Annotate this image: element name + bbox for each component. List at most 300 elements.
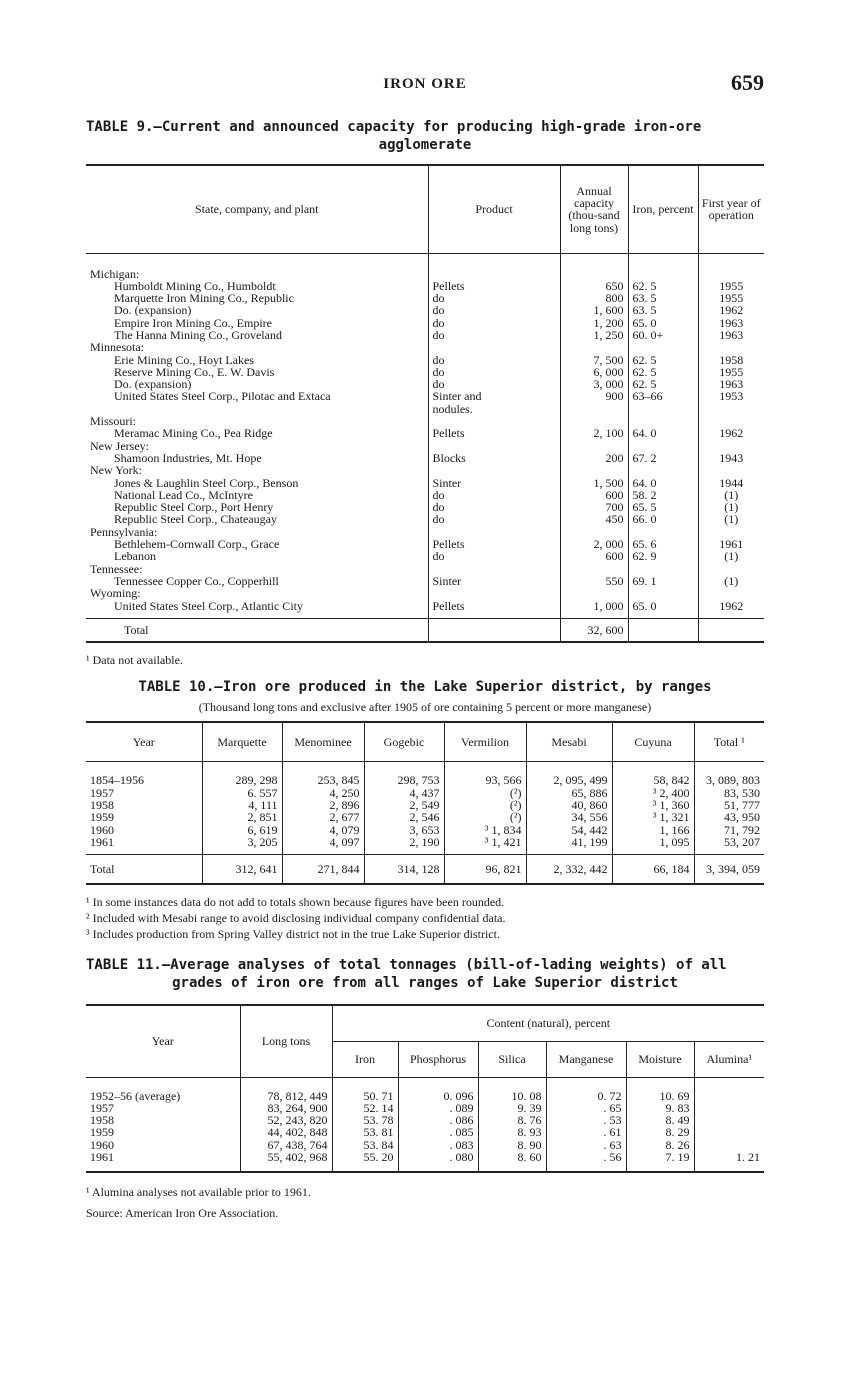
spacer-row (86, 1163, 764, 1172)
year-cell: 1943 (698, 452, 764, 464)
table-row (86, 836, 764, 848)
plant-name: Do. (expansion) (114, 303, 192, 318)
table10 (86, 721, 764, 885)
table11-body (86, 1077, 764, 1172)
total-cell: 53, 207 (694, 836, 764, 848)
year-cell: (1) (698, 501, 764, 513)
gogebic-cell: 298, 753 (364, 774, 444, 786)
gogebic-cell: 2, 549 (364, 799, 444, 811)
empty-cell (698, 464, 764, 476)
table10-caption: TABLE 10.—Iron ore produced in the Lake Superior district, by ranges (138, 678, 712, 695)
running-head (86, 70, 764, 100)
plant-name: Republic Steel Corp., Chateaugay (114, 512, 277, 527)
total-cell: 83, 530 (694, 787, 764, 799)
table-total-row (86, 618, 764, 642)
table11-subheader-0: Iron (332, 1041, 398, 1077)
year-cell: 1944 (698, 477, 764, 489)
moisture-cell: 8. 49 (626, 1114, 694, 1126)
mesabi-cell: 41, 199 (526, 836, 612, 848)
table-row (86, 1090, 764, 1102)
table11-caption-line1: TABLE 11.—Average analyses of total tonnages (bill-of-lading weights) of all (86, 957, 727, 974)
table11-footnote: ¹ Alumina analyses not available prior to 1961. (86, 1185, 311, 1200)
table9-caption-line1: TABLE 9.—Current and announced capacity for producing high-grade iron-ore (86, 119, 702, 135)
mesabi-cell: 40, 860 (526, 799, 612, 811)
table-row (86, 1151, 764, 1163)
table9-header-capacity: Annual capacity (thou-sand long tons) (560, 165, 628, 253)
empty-cell (698, 268, 764, 280)
table-row (86, 329, 764, 341)
table-row (86, 824, 764, 836)
total-total: 3, 394, 059 (694, 855, 764, 885)
table9-body (86, 253, 764, 642)
cuyuna-cell: 1, 166 (612, 824, 694, 836)
empty-cell (698, 341, 764, 353)
table10-header-0: Year (132, 734, 155, 749)
menominee-cell: 253, 845 (282, 774, 364, 786)
year-cell: 1958 (90, 1113, 114, 1128)
year-cell: 1959 (90, 810, 114, 825)
table10-body (86, 762, 764, 884)
spacer-row (86, 253, 764, 268)
table9-footnote: ¹ Data not available. (86, 652, 183, 667)
table-row (86, 575, 764, 587)
product-cell: do (428, 501, 560, 513)
marquette-cell: 4, 111 (202, 799, 282, 811)
plant-name: Shamoon Industries, Mt. Hope (114, 450, 262, 465)
product-cell: do (428, 366, 560, 378)
menominee-cell: 4, 097 (282, 836, 364, 848)
plant-name: Republic Steel Corp., Port Henry (114, 500, 274, 515)
table-row (86, 390, 764, 402)
table-row (86, 811, 764, 823)
iron-cell: 62. 5 (628, 354, 698, 366)
table-row (86, 513, 764, 525)
year-cell: 1961 (698, 538, 764, 550)
table9-header-product: Product (428, 165, 560, 253)
capacity-cell: 2, 100 (560, 427, 628, 439)
capacity-cell: 1, 200 (560, 317, 628, 329)
spacer-row (86, 1077, 764, 1090)
product-cell: Sinter (428, 477, 560, 489)
table11-subheader-1: Phosphorus (398, 1041, 478, 1077)
table10-header-row (86, 722, 764, 762)
year-cell: (1) (698, 575, 764, 587)
cuyuna-cell: ³ 1, 321 (612, 811, 694, 823)
year-cell: 1958 (90, 797, 114, 812)
empty-cell (560, 268, 628, 280)
table-row (86, 477, 764, 489)
phos-cell: . 089 (398, 1102, 478, 1114)
vermilion-cell: (²) (444, 799, 526, 811)
year-cell: 1953 (698, 390, 764, 402)
iron-cell: 60. 0+ (628, 329, 698, 341)
plant-name: Erie Mining Co., Hoyt Lakes (114, 352, 254, 367)
capacity-cell: 800 (560, 292, 628, 304)
alumina-cell (694, 1114, 764, 1126)
total-cell: 51, 777 (694, 799, 764, 811)
table-row (86, 1126, 764, 1138)
capacity-cell: 1, 000 (560, 600, 628, 612)
product-cell: Pellets (428, 427, 560, 439)
cuyuna-cell: ³ 2, 400 (612, 787, 694, 799)
empty-cell (428, 587, 560, 599)
product-cell: do (428, 550, 560, 562)
table-row (86, 1114, 764, 1126)
iron-cell: 65. 6 (628, 538, 698, 550)
total-label: Total (86, 618, 428, 642)
mesabi-cell: 2, 095, 499 (526, 774, 612, 786)
product-cell: do (428, 354, 560, 366)
year-cell: 1962 (698, 600, 764, 612)
product-cell: Sinter (428, 575, 560, 587)
table11-subheader-3: Manganese (546, 1041, 626, 1077)
year-cell: 1957 (90, 1100, 114, 1115)
table11-header-year: Year (86, 1005, 240, 1077)
menominee-cell: 2, 896 (282, 799, 364, 811)
year-cell: 1963 (698, 378, 764, 390)
marquette-cell: 3, 205 (202, 836, 282, 848)
table-row (86, 1139, 764, 1151)
product-cell: do (428, 378, 560, 390)
iron-cell: 62. 5 (628, 280, 698, 292)
iron-cell: 62. 9 (628, 550, 698, 562)
table9-caption (86, 118, 764, 154)
iron-cell: 53. 78 (332, 1114, 398, 1126)
empty-cell (560, 464, 628, 476)
moisture-cell: 10. 69 (626, 1090, 694, 1102)
year-cell: (1) (698, 489, 764, 501)
capacity-cell: 900 (560, 390, 628, 402)
iron-cell: 66. 0 (628, 513, 698, 525)
page-title: IRON ORE (383, 76, 467, 92)
product-cell: Pellets (428, 280, 560, 292)
total-vermilion: 96, 821 (444, 855, 526, 885)
empty-cell (428, 268, 560, 280)
vermilion-cell: ³ 1, 421 (444, 836, 526, 848)
silica-cell: 8. 93 (478, 1126, 546, 1138)
total-gogebic: 314, 128 (364, 855, 444, 885)
table-row (86, 268, 764, 280)
state-heading: Pennsylvania: (90, 524, 158, 539)
table11-subheader-2: Silica (478, 1041, 546, 1077)
gogebic-cell: 2, 190 (364, 836, 444, 848)
empty-cell (560, 587, 628, 599)
year-cell: 1960 (90, 822, 114, 837)
capacity-cell: 200 (560, 452, 628, 464)
year-cell: 1960 (90, 1137, 114, 1152)
iron-cell: 64. 0 (628, 477, 698, 489)
capacity-cell: 450 (560, 513, 628, 525)
capacity-cell: 7, 500 (560, 354, 628, 366)
table10-header-2: Menominee (282, 722, 364, 762)
plant-name: Lebanon (114, 549, 156, 564)
plant-name: Do. (expansion) (114, 377, 192, 392)
marquette-cell: 2, 851 (202, 811, 282, 823)
table11-header-content-group: Content (natural), percent (332, 1005, 764, 1041)
tons-cell: 83, 264, 900 (240, 1102, 332, 1114)
table10-subtitle: (Thousand long tons and exclusive after 1905 of ore containing 5 percent or more manganese) (198, 699, 652, 714)
table10-header-5: Mesabi (526, 722, 612, 762)
table10-header-3: Gogebic (364, 722, 444, 762)
capacity-cell (560, 403, 628, 415)
plant-name: Meramac Mining Co., Pea Ridge (114, 426, 273, 441)
alumina-cell: 1. 21 (694, 1151, 764, 1163)
menominee-cell: 4, 250 (282, 787, 364, 799)
table-row (86, 600, 764, 612)
state-heading: Michigan: (90, 266, 140, 281)
year-cell: (1) (698, 550, 764, 562)
empty-cell (628, 268, 698, 280)
moisture-cell: 7. 19 (626, 1151, 694, 1163)
table11 (86, 1004, 764, 1173)
capacity-cell: 1, 500 (560, 477, 628, 489)
product-cell: do (428, 329, 560, 341)
table10-header-1: Marquette (202, 722, 282, 762)
moisture-cell: 8. 26 (626, 1139, 694, 1151)
iron-cell: 55. 20 (332, 1151, 398, 1163)
mn-cell: . 53 (546, 1114, 626, 1126)
total-cell: 3, 089, 803 (694, 774, 764, 786)
table10-header-6: Cuyuna (612, 722, 694, 762)
tons-cell: 52, 243, 820 (240, 1114, 332, 1126)
mn-cell: 0. 72 (546, 1090, 626, 1102)
state-heading: New York: (90, 463, 143, 478)
plant-name: Marquette Iron Mining Co., Republic (114, 291, 294, 306)
table11-source: Source: American Iron Ore Association. (86, 1206, 279, 1221)
plant-name: Bethlehem-Cornwall Corp., Grace (114, 537, 280, 552)
year-cell: 1961 (90, 1150, 114, 1165)
iron-cell: 53. 84 (332, 1139, 398, 1151)
silica-cell: 8. 60 (478, 1151, 546, 1163)
table11-caption-line2: grades of iron ore from all ranges of Lake Superior district (172, 975, 678, 992)
year-cell: 1955 (698, 366, 764, 378)
table9-header-plant: State, company, and plant (194, 202, 319, 217)
empty-cell (560, 341, 628, 353)
phos-cell: . 085 (398, 1126, 478, 1138)
product-cell: Pellets (428, 600, 560, 612)
product-cell: do (428, 489, 560, 501)
year-cell (698, 403, 764, 415)
iron-cell: 63. 5 (628, 292, 698, 304)
product-cell: Sinter and (428, 390, 560, 402)
table11-subheader-4: Moisture (626, 1041, 694, 1077)
mn-cell: . 65 (546, 1102, 626, 1114)
iron-cell (628, 403, 698, 415)
state-heading: New Jersey: (90, 438, 149, 453)
silica-cell: 8. 76 (478, 1114, 546, 1126)
iron-cell: 62. 5 (628, 378, 698, 390)
iron-cell: 50. 71 (332, 1090, 398, 1102)
plant-name (86, 403, 428, 415)
total-marquette: 312, 641 (202, 855, 282, 885)
empty-cell (628, 341, 698, 353)
state-heading: Minnesota: (90, 340, 144, 355)
iron-cell: 63. 5 (628, 304, 698, 316)
year-cell: 1962 (698, 304, 764, 316)
year-cell: 1959 (90, 1125, 114, 1140)
table10-header-4: Vermilion (444, 722, 526, 762)
gogebic-cell: 2, 546 (364, 811, 444, 823)
total-cell: 71, 792 (694, 824, 764, 836)
product-cell: nodules. (428, 403, 560, 415)
capacity-cell: 1, 250 (560, 329, 628, 341)
marquette-cell: 6, 619 (202, 824, 282, 836)
table10-footnotes (86, 895, 764, 942)
cuyuna-cell: 1, 095 (612, 836, 694, 848)
product-cell: do (428, 292, 560, 304)
tons-cell: 55, 402, 968 (240, 1151, 332, 1163)
iron-cell: 58. 2 (628, 489, 698, 501)
vermilion-cell: (²) (444, 811, 526, 823)
plant-name: The Hanna Mining Co., Groveland (114, 327, 282, 342)
iron-cell: 65. 0 (628, 600, 698, 612)
alumina-cell (694, 1126, 764, 1138)
plant-name: United States Steel Corp., Atlantic City (114, 598, 303, 613)
tons-cell: 44, 402, 848 (240, 1126, 332, 1138)
table-row (86, 1102, 764, 1114)
capacity-cell: 3, 000 (560, 378, 628, 390)
total-cell: 43, 950 (694, 811, 764, 823)
capacity-cell: 600 (560, 550, 628, 562)
iron-cell: 63–66 (628, 390, 698, 402)
iron-cell: 64. 0 (628, 427, 698, 439)
mesabi-cell: 34, 556 (526, 811, 612, 823)
menominee-cell: 2, 677 (282, 811, 364, 823)
table10-footnote-1: ¹ In some instances data do not add to totals shown because figures have been rounded. (86, 895, 505, 910)
capacity-cell: 550 (560, 575, 628, 587)
table11-caption (86, 956, 764, 992)
empty-cell (428, 618, 560, 642)
iron-cell: 69. 1 (628, 575, 698, 587)
plant-name: Empire Iron Mining Co., Empire (114, 315, 272, 330)
plant-name: United States Steel Corp., Pilotac and Extaca (114, 389, 331, 404)
table-row (86, 304, 764, 316)
silica-cell: 10. 08 (478, 1090, 546, 1102)
plant-name: Tennessee Copper Co., Copperhill (114, 573, 279, 588)
marquette-cell: 289, 298 (202, 774, 282, 786)
year-cell: 1961 (90, 834, 114, 849)
product-cell: do (428, 317, 560, 329)
table10-footnote-2: ² Included with Mesabi range to avoid disclosing individual company confidential data. (86, 911, 506, 926)
page-number: 659 (731, 70, 764, 95)
capacity-cell: 2, 000 (560, 538, 628, 550)
document-page (86, 70, 764, 1222)
cuyuna-cell: ³ 1, 360 (612, 799, 694, 811)
table-row (86, 452, 764, 464)
state-heading: Wyoming: (90, 586, 141, 601)
empty-cell (698, 618, 764, 642)
alumina-cell (694, 1090, 764, 1102)
total-year: Total (86, 855, 202, 885)
vermilion-cell: ³ 1, 834 (444, 824, 526, 836)
state-heading: Tennessee: (90, 561, 143, 576)
moisture-cell: 9. 83 (626, 1102, 694, 1114)
table-row (86, 774, 764, 786)
table11-subheader-5: Alumina¹ (694, 1041, 764, 1077)
plant-name: Jones & Laughlin Steel Corp., Benson (114, 475, 299, 490)
silica-cell: 8. 90 (478, 1139, 546, 1151)
empty-cell (698, 587, 764, 599)
vermilion-cell: (²) (444, 787, 526, 799)
cuyuna-cell: 58, 842 (612, 774, 694, 786)
empty-cell (628, 618, 698, 642)
year-cell: 1955 (698, 292, 764, 304)
tons-cell: 67, 438, 764 (240, 1139, 332, 1151)
moisture-cell: 8. 29 (626, 1126, 694, 1138)
iron-cell: 62. 5 (628, 366, 698, 378)
table9-caption-line2: agglomerate (378, 137, 472, 153)
table-row (86, 587, 764, 599)
total-capacity: 32, 600 (560, 618, 628, 642)
vermilion-cell: 93, 566 (444, 774, 526, 786)
table-row (86, 427, 764, 439)
mesabi-cell: 65, 886 (526, 787, 612, 799)
alumina-cell (694, 1102, 764, 1114)
table9-header-iron: Iron, percent (628, 165, 698, 253)
table11-header-long-tons: Long tons (240, 1005, 332, 1077)
empty-cell (428, 464, 560, 476)
mn-cell: . 56 (546, 1151, 626, 1163)
year-cell: (1) (698, 513, 764, 525)
table10-footnote-3: ³ Includes production from Spring Valley district not in the true Lake Superior district. (86, 927, 500, 942)
mn-cell: . 61 (546, 1126, 626, 1138)
phos-cell: . 086 (398, 1114, 478, 1126)
iron-cell: 67. 2 (628, 452, 698, 464)
year-cell: 1957 (90, 785, 114, 800)
product-cell: Pellets (428, 538, 560, 550)
mn-cell: . 63 (546, 1139, 626, 1151)
gogebic-cell: 4, 437 (364, 787, 444, 799)
table-row (86, 550, 764, 562)
empty-cell (628, 587, 698, 599)
total-mesabi: 2, 332, 442 (526, 855, 612, 885)
capacity-cell: 700 (560, 501, 628, 513)
plant-name: National Lead Co., McIntyre (114, 487, 253, 502)
product-cell: Blocks (428, 452, 560, 464)
phos-cell: . 083 (398, 1139, 478, 1151)
menominee-cell: 4, 079 (282, 824, 364, 836)
marquette-cell: 6. 557 (202, 787, 282, 799)
table-row (86, 538, 764, 550)
iron-cell: 52. 14 (332, 1102, 398, 1114)
table-total-row (86, 855, 764, 885)
phos-cell: 0. 096 (398, 1090, 478, 1102)
table10-header-7: Total ¹ (694, 722, 764, 762)
phos-cell: . 080 (398, 1151, 478, 1163)
iron-cell: 65. 5 (628, 501, 698, 513)
table-row (86, 341, 764, 353)
table-row (86, 464, 764, 476)
table9-header-year: First year of operation (698, 165, 764, 253)
state-heading: Missouri: (90, 414, 137, 429)
year-cell: 1963 (698, 317, 764, 329)
product-cell: do (428, 304, 560, 316)
capacity-cell: 1, 600 (560, 304, 628, 316)
product-cell: do (428, 513, 560, 525)
empty-cell (428, 341, 560, 353)
plant-name: Reserve Mining Co., E. W. Davis (114, 364, 275, 379)
table-row (86, 403, 764, 415)
iron-cell: 65. 0 (628, 317, 698, 329)
capacity-cell: 6, 000 (560, 366, 628, 378)
year-cell: 1958 (698, 354, 764, 366)
year-cell: 1952–56 (average) (90, 1088, 181, 1103)
mesabi-cell: 54, 442 (526, 824, 612, 836)
total-menominee: 271, 844 (282, 855, 364, 885)
year-cell: 1854–1956 (90, 773, 144, 788)
total-cuyuna: 66, 184 (612, 855, 694, 885)
capacity-cell: 600 (560, 489, 628, 501)
